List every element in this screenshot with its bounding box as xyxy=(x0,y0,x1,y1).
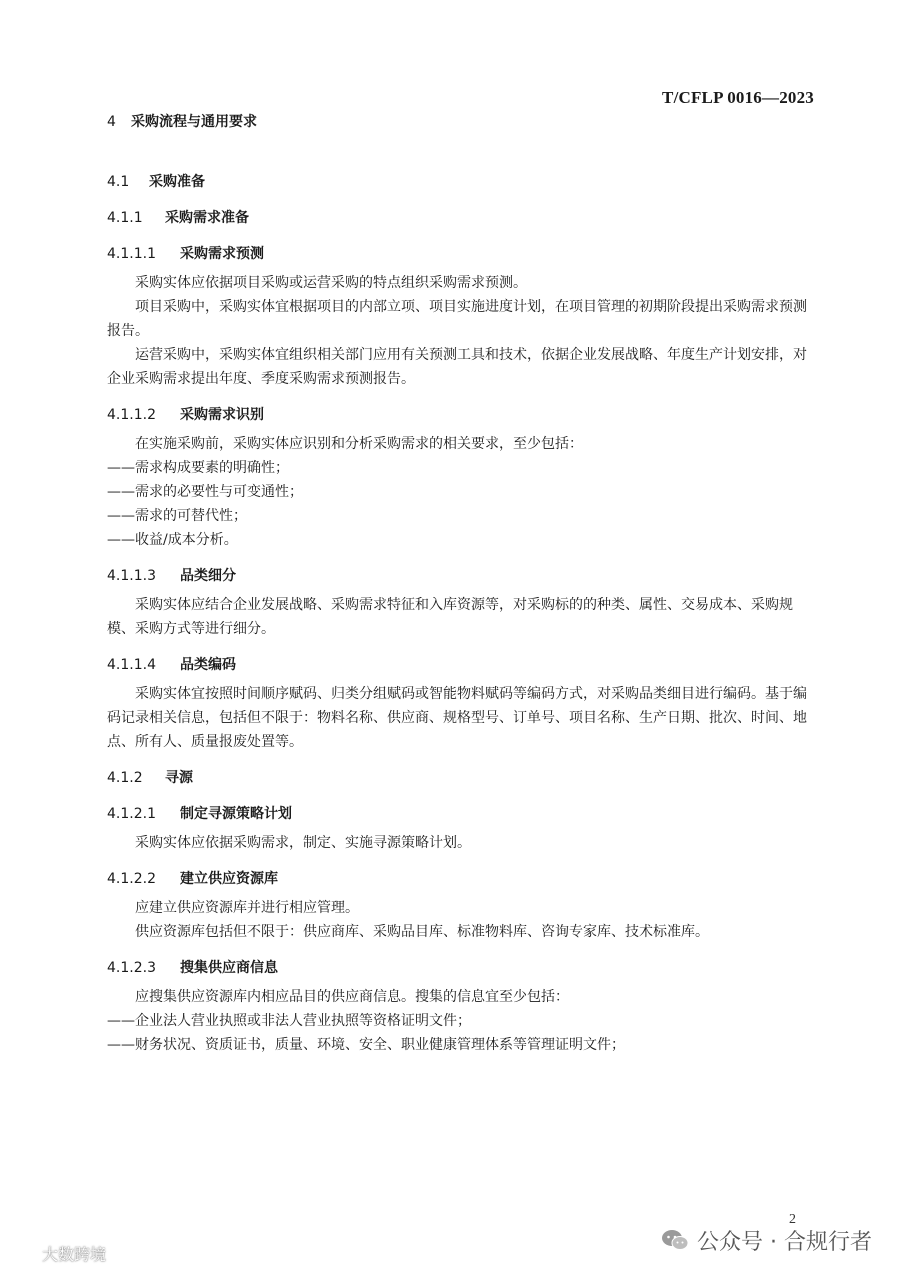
section-heading: 4.1.1.3 品类细分 xyxy=(107,568,236,584)
page-number: 2 xyxy=(789,1212,796,1227)
wechat-icon xyxy=(661,1229,689,1251)
section-heading: 4.1 采购准备 xyxy=(107,174,205,190)
list-item: ——需求的必要性与可变通性； xyxy=(107,484,303,500)
paragraph: 应建立供应资源库并进行相应管理。 xyxy=(135,900,359,916)
paragraph: 运营采购中，采购实体宜组织相关部门应用有关预测工具和技术，依据企业发展战略、年度生产计划安排，对企业采购需求提出年度、季度采购需求预测报告。 xyxy=(107,347,807,387)
section-heading: 4 采购流程与通用要求 xyxy=(107,114,257,130)
watermark-text: 公众号 · 合规行者 xyxy=(697,1229,872,1255)
section-heading: 4.1.2.1 制定寻源策略计划 xyxy=(107,806,292,822)
section-heading: 4.1.1 采购需求准备 xyxy=(107,210,249,226)
section-heading: 4.1.1.2 采购需求识别 xyxy=(107,407,264,423)
list-item: ——财务状况、资质证书，质量、环境、安全、职业健康管理体系等管理证明文件； xyxy=(107,1037,625,1053)
paragraph: 项目采购中，采购实体宜根据项目的内部立项、项目实施进度计划，在项目管理的初期阶段提出采购需求预测报告。 xyxy=(107,299,807,339)
list-item: ——收益/成本分析。 xyxy=(107,532,238,548)
paragraph: 采购实体应结合企业发展战略、采购需求特征和入库资源等，对采购标的的种类、属性、交易成本、采购规模、采购方式等进行细分。 xyxy=(107,597,793,637)
paragraph: 应搜集供应资源库内相应品目的供应商信息。搜集的信息宜至少包括： xyxy=(135,989,569,1005)
document-body xyxy=(107,110,819,1057)
section-heading: 4.1.1.4 品类编码 xyxy=(107,657,236,673)
paragraph: 采购实体应依据项目采购或运营采购的特点组织采购需求预测。 xyxy=(135,275,527,291)
wechat-watermark xyxy=(661,1224,872,1256)
standard-code: T/CFLP 0016—2023 xyxy=(662,88,814,107)
logo-icon xyxy=(8,1246,38,1262)
section-heading: 4.1.2.3 搜集供应商信息 xyxy=(107,960,278,976)
list-item: ——需求的可替代性； xyxy=(107,508,247,524)
corner-watermark xyxy=(8,1242,106,1265)
corner-watermark-text: 大数跨境 xyxy=(42,1245,107,1264)
section-heading: 4.1.1.1 采购需求预测 xyxy=(107,246,264,262)
section-heading: 4.1.2.2 建立供应资源库 xyxy=(107,871,278,887)
list-item: ——企业法人营业执照或非法人营业执照等资格证明文件； xyxy=(107,1013,471,1029)
paragraph: 采购实体宜按照时间顺序赋码、归类分组赋码或智能物料赋码等编码方式，对采购品类细目进行编码。基于编码记录相关信息，包括但不限于：物料名称、供应商、规格型号、订单号、项目名称、生产日期、批次、时间、地点、所有人、质量报废处置等。 xyxy=(107,686,807,750)
paragraph: 供应资源库包括但不限于：供应商库、采购品目库、标准物料库、咨询专家库、技术标准库。 xyxy=(135,924,709,940)
paragraph: 在实施采购前，采购实体应识别和分析采购需求的相关要求，至少包括： xyxy=(135,436,583,452)
section-heading: 4.1.2 寻源 xyxy=(107,770,193,786)
paragraph: 采购实体应依据采购需求，制定、实施寻源策略计划。 xyxy=(135,835,471,851)
list-item: ——需求构成要素的明确性； xyxy=(107,460,289,476)
